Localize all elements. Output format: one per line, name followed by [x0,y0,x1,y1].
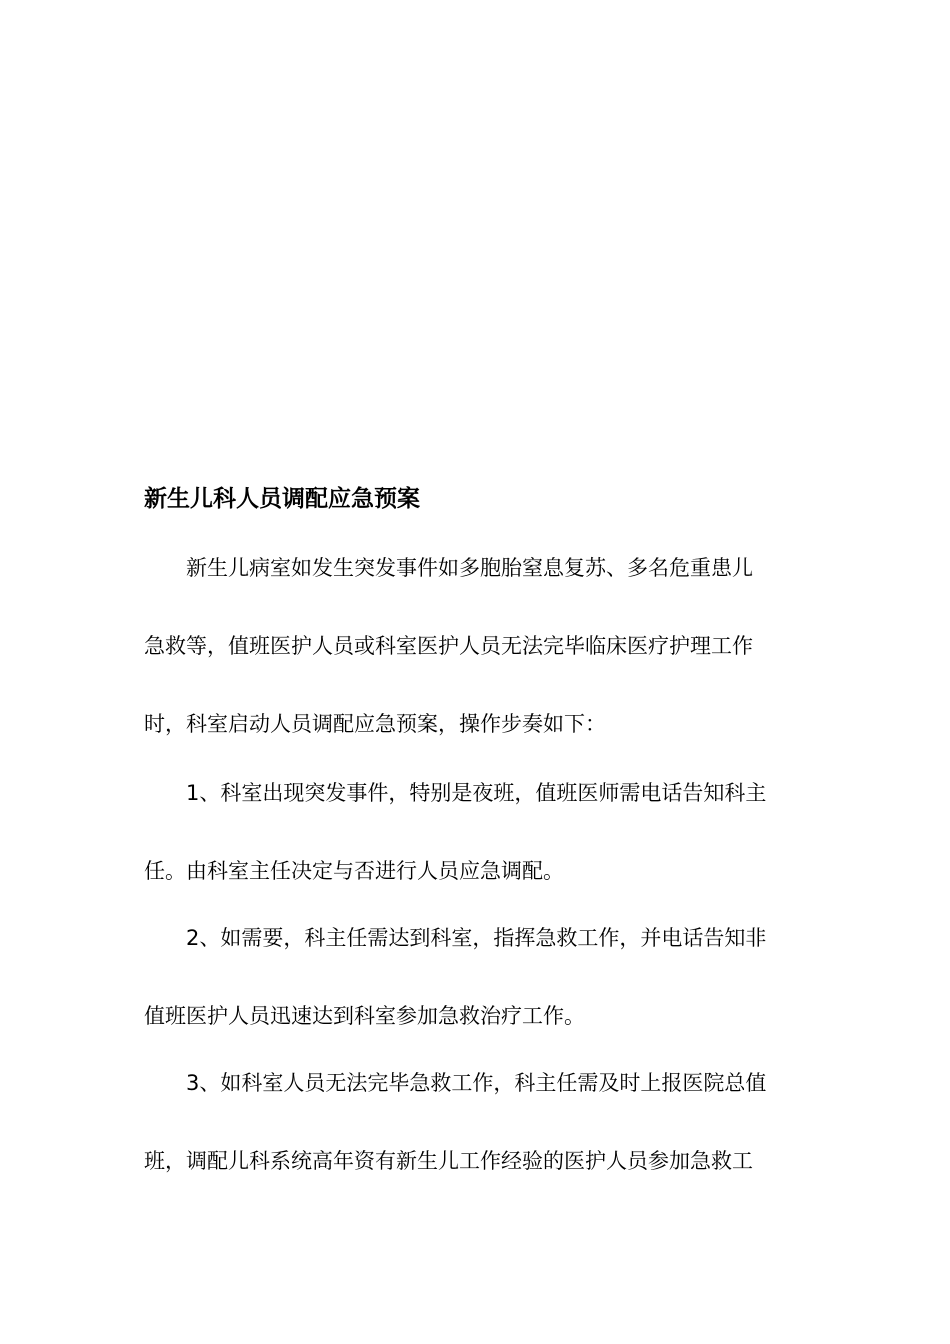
paragraph-line: 班，调配儿科系统高年资有新生儿工作经验的医护人员参加急救工 [144,1149,753,1173]
paragraph-line: 值班医护人员迅速达到科室参加急救治疗工作。 [144,1004,585,1028]
paragraph-line: 1、科室出现突发事件，特别是夜班，值班医师需电话告知科主 [186,781,767,805]
paragraph-line: 急救等，值班医护人员或科室医护人员无法完毕临床医疗护理工作 [144,634,753,658]
paragraph-line: 3、如科室人员无法完毕急救工作，科主任需及时上报医院总值 [186,1071,767,1095]
document-title: 新生儿科人员调配应急预案 [144,486,420,512]
paragraph-line: 时，科室启动人员调配应急预案，操作步奏如下： [144,712,606,736]
paragraph-line: 任。由科室主任决定与否进行人员应急调配。 [144,859,564,883]
paragraph-line: 新生儿病室如发生突发事件如多胞胎窒息复苏、多名危重患儿 [186,556,753,580]
paragraph-line: 2、如需要，科主任需达到科室，指挥急救工作，并电话告知非 [186,926,767,950]
